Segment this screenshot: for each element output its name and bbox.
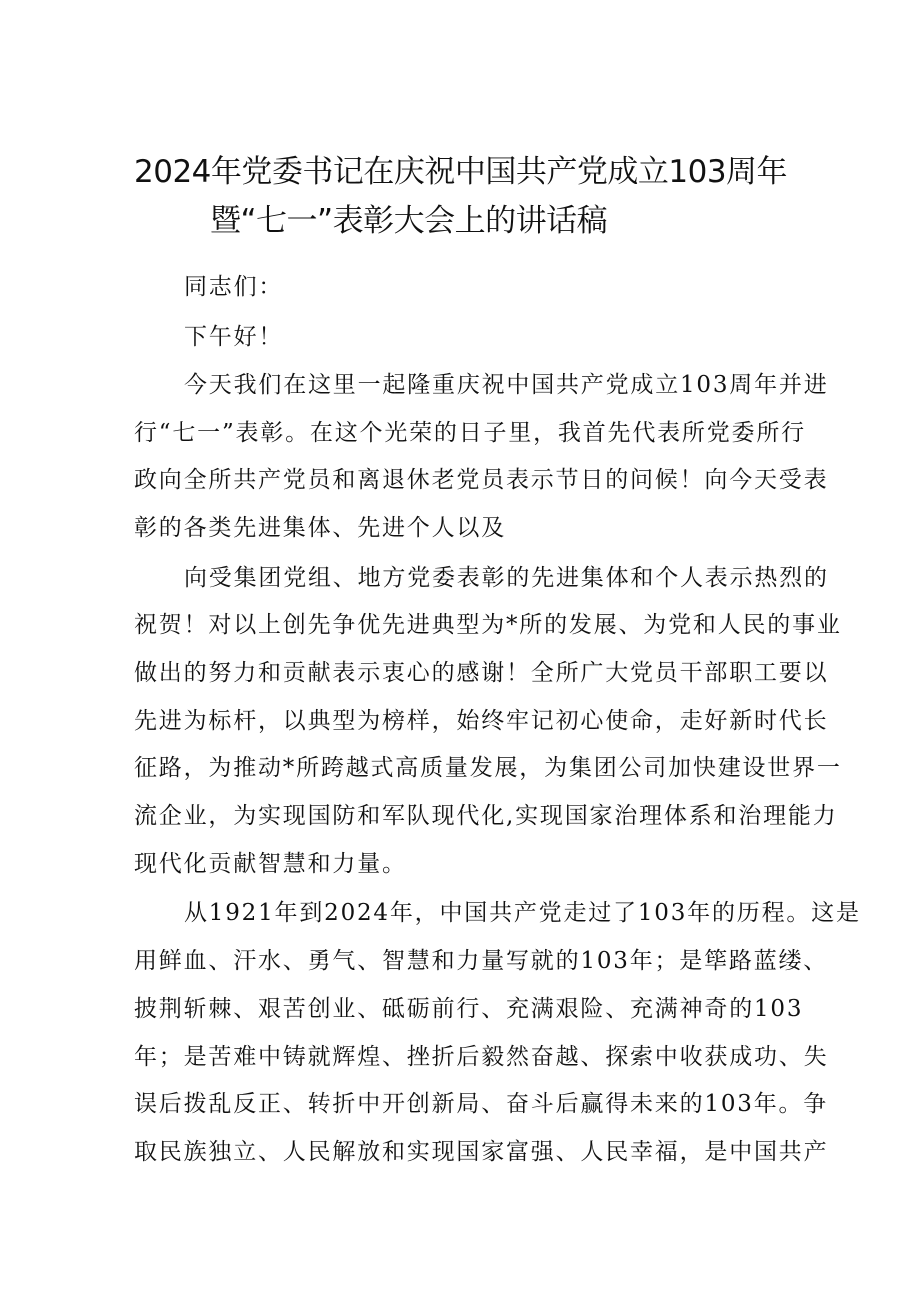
salutation: 同志们： xyxy=(184,274,284,300)
paragraph-line: 祝贺！对以上创先争优先进典型为*所的发展、为党和人民的事业 xyxy=(134,612,842,638)
paragraph-line: 政向全所共产党员和离退休老党员表示节日的问候！向今天受表 xyxy=(134,467,829,493)
paragraph-line: 现代化贡献智慧和力量。 xyxy=(134,851,407,877)
paragraph-line: 行“七一”表彰。在这个光荣的日子里，我首先代表所党委所行 xyxy=(134,420,806,446)
paragraph-line: 今天我们在这里一起隆重庆祝中国共产党成立103周年并进 xyxy=(184,372,829,398)
paragraph-line: 做出的努力和贡献表示衷心的感谢！全所广大党员干部职工要以 xyxy=(134,660,829,686)
paragraph-line: 流企业，为实现国防和军队现代化,实现国家治理体系和治理能力 xyxy=(134,803,838,829)
paragraph-line: 取民族独立、人民解放和实现国家富强、人民幸福，是中国共产 xyxy=(134,1139,829,1165)
paragraph-line: 年；是苦难中铸就辉煌、挫折后毅然奋越、探索中收获成功、失 xyxy=(134,1044,829,1070)
paragraph-line: 先进为标杆，以典型为榜样，始终牢记初心使命，走好新时代长 xyxy=(134,708,829,734)
paragraph-line: 误后拨乱反正、转折中开创新局、奋斗后赢得未来的103年。争 xyxy=(134,1091,829,1117)
document-title-line-1: 2024年党委书记在庆祝中国共产党成立103周年 xyxy=(134,154,788,190)
paragraph-line: 征路，为推动*所跨越式高质量发展，为集团公司加快建设世界一 xyxy=(134,755,842,781)
paragraph-line: 向受集团党组、地方党委表彰的先进集体和个人表示热烈的 xyxy=(184,565,829,591)
paragraph-line: 用鲜血、汗水、勇气、智慧和力量写就的103年；是筚路蓝缕、 xyxy=(134,948,829,974)
paragraph-line: 披荆斩棘、艰苦创业、砥砺前行、充满艰险、充满神奇的103 xyxy=(134,996,804,1022)
greeting: 下午好！ xyxy=(184,324,284,350)
paragraph-line: 从1921年到2024年，中国共产党走过了103年的历程。这是 xyxy=(184,900,861,926)
paragraph-line: 彰的各类先进集体、先进个人以及 xyxy=(134,515,506,541)
document-title-line-2: 暨“七一”表彰大会上的讲话稿 xyxy=(210,203,608,239)
